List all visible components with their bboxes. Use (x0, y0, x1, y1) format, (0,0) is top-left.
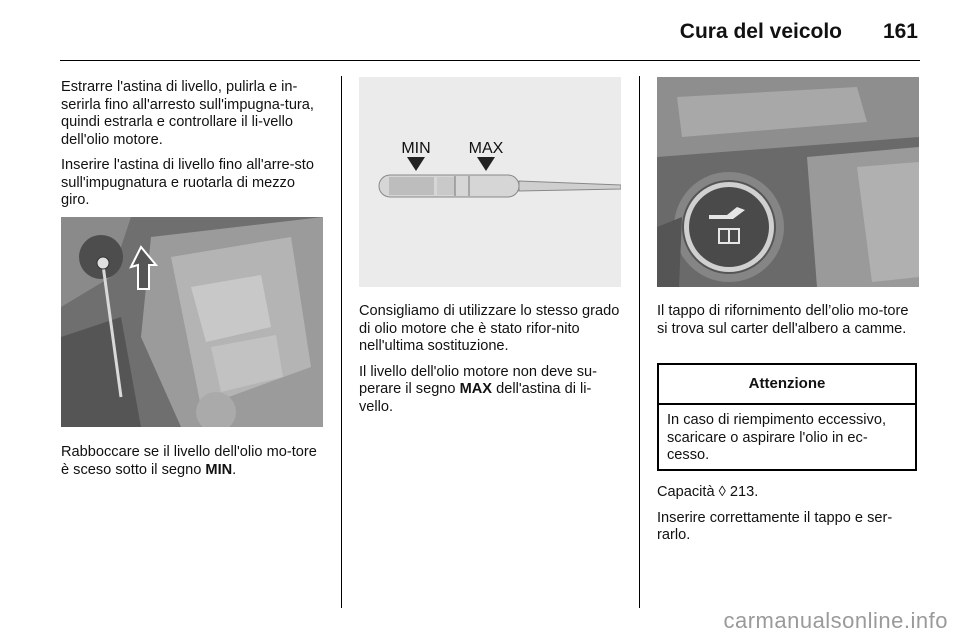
notice-box (657, 363, 917, 471)
capacity-page-reference[interactable]: 213. (725, 484, 759, 500)
paragraph-insert-cap: Inserire correttamente il tappo e ser-rarlo. (657, 509, 893, 543)
column-1-text-top (61, 79, 325, 218)
notice-title: Attenzione (659, 365, 915, 405)
page-reference-icon: ◊ (718, 484, 726, 500)
engine-dipstick-photo (61, 217, 323, 427)
column-divider-2 (639, 76, 640, 608)
watermark: carmanualsonline.info (723, 608, 948, 633)
engine-illustration (61, 217, 323, 427)
max-mark-text: MAX (459, 381, 493, 397)
min-mark-text: MIN (205, 461, 233, 478)
header-rule (60, 60, 920, 61)
dipstick-diagram (359, 77, 621, 287)
paragraph-dipstick-remove: Estrarre l'astina di livello, pulirla e in-serirla fino all'arresto sull'impugna-tura, quindi estrarla e controllare il li-vello dell'olio motore. (61, 79, 314, 148)
page-number: 161 (882, 20, 918, 43)
paragraph-max-level: Il livello dell'olio motore non deve su-perare il segno MAX dell'astina di li-vello. (359, 363, 598, 415)
paragraph-top-up-min: Rabboccare se il livello dell'olio mo-tore è sceso sotto il segno MIN. (61, 444, 317, 478)
column-divider-1 (341, 76, 342, 608)
min-label: MIN (401, 140, 431, 157)
paragraph-filler-cap-location: Il tappo di rifornimento dell’olio mo-tore si trova sul carter dell'albero a camme. (657, 303, 909, 337)
oil-filler-cap-photo (657, 77, 919, 287)
page-header (0, 0, 960, 60)
column-3-text-top (657, 303, 919, 346)
column-2-text (359, 303, 623, 424)
paragraph-capacity: Capacità ◊ 213. (657, 484, 759, 500)
paragraph-dipstick-insert: Inserire l'astina di livello fino all'arre-sto sull'impugnatura e ruotarla di mezzo giro. (61, 157, 314, 208)
column-1-text-bottom (61, 444, 325, 487)
notice-text: In caso di riempimento eccessivo, scaricare o aspirare l'olio in ec-cesso. (667, 412, 886, 463)
paragraph-oil-grade: Consigliamo di utilizzare lo stesso grado di olio motore che è stato rifor-nito nell'ultima sostituzione. (359, 303, 620, 354)
column-3-text-bottom (657, 484, 919, 553)
page-title: Cura del veicolo (679, 20, 842, 43)
filler-cap (689, 187, 769, 267)
max-label: MAX (468, 140, 504, 157)
